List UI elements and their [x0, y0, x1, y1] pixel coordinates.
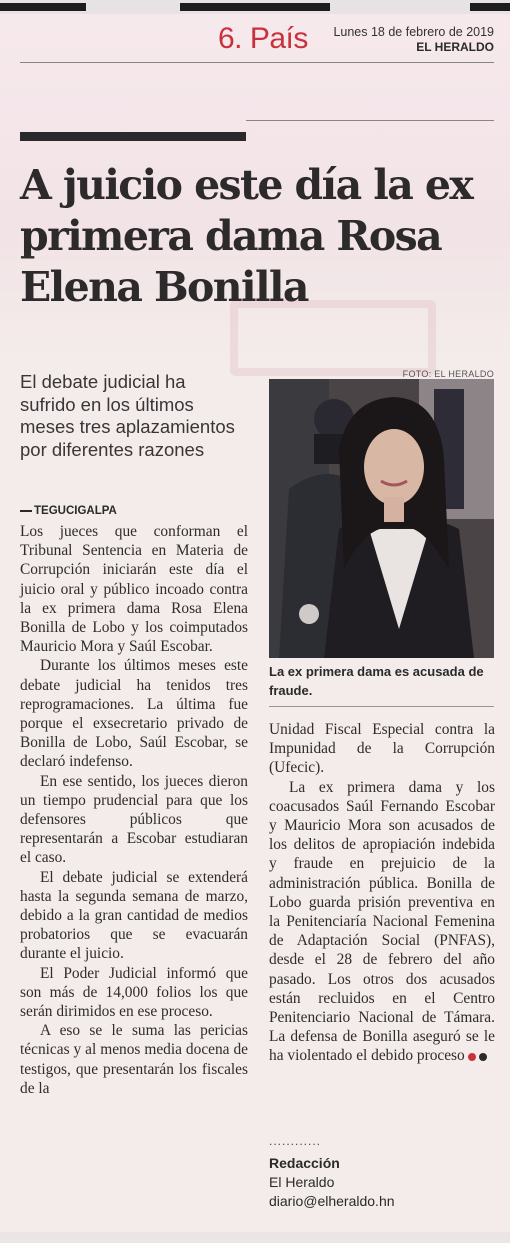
- author-organization: El Heraldo: [269, 1174, 335, 1190]
- author-name: Redacción: [269, 1155, 340, 1171]
- paragraph: Los jueces que conforman el Tribunal Sentencia en Materia de Corrupción iniciarán este día el juicio oral y público incoado contra la ex primera dama Rosa Elena Bonilla de Lobo y los coimputados Mauricio Mora y Saúl Escobar.: [20, 523, 248, 656]
- section-title: 6. País: [218, 22, 308, 55]
- paragraph: [269, 778, 495, 1066]
- paragraph-text: La ex primera dama y los coacusados Saúl Fernando Escobar y Mauricio Mora son acusados de los delitos de apropiación indebida y fraude en prejuicio de la administración pública. Bonilla de Lobo guarda prisión preventiva en la Penitenciaría Nacional Femenina de Adaptación Social (PNFAS), desde el 28 de febrero del año pasado. Los otros dos acusados están recluidos en el Centro Penitenciario Nacional de Támara. La defensa de Bonilla aseguró se le ha violentado el debido proceso: [269, 778, 495, 1065]
- paragraph: Durante los últimos meses este debate judicial ha tenidos tres reprogramaciones. La última fue porque el exsecretario privado de Bonilla de Lobo, Saúl Escobar, se declaró indefenso.: [20, 657, 248, 771]
- city-dateline: [20, 505, 117, 517]
- scan-edge-mark: [0, 3, 86, 11]
- scan-bottom-edge: [0, 1232, 510, 1243]
- end-mark-red-dot: [468, 1053, 476, 1061]
- scan-top-strip: [0, 0, 510, 14]
- headline-rule-bar: [20, 132, 246, 141]
- byline-signature: [269, 1134, 495, 1211]
- deck-subtitle: El debate judicial ha sufrido en los últimos meses tres aplazamientos por diferentes razones: [20, 371, 235, 460]
- issue-date: Lunes 18 de febrero de 2019: [333, 25, 494, 39]
- paragraph: A eso se le suma las pericias técnicas y al menos media docena de testigos, que presentarán los fiscales de la: [20, 1022, 248, 1097]
- photo-credit: FOTO: EL HERALDO: [402, 369, 494, 379]
- publication-name: EL HERALDO: [416, 40, 494, 54]
- signature-leader: ............: [269, 1134, 322, 1148]
- author-email: diario@elheraldo.hn: [269, 1193, 395, 1209]
- page-dateline: [333, 25, 494, 55]
- scan-edge-mark: [470, 3, 510, 11]
- photo-caption: La ex primera dama es acusada de fraude.: [269, 664, 484, 698]
- paragraph: Unidad Fiscal Especial contra la Impunidad de la Corrupción (Ufecic).: [269, 721, 495, 777]
- body-column-1: [20, 522, 248, 1098]
- photo-illustration: [269, 379, 494, 658]
- city-name: TEGUCIGALPA: [34, 505, 117, 517]
- paragraph: En ese sentido, los jueces dieron un tiempo prudencial para que los defensores públicos que representarán a Escobar estudiaran el caso.: [20, 772, 248, 867]
- dateline-dash: [20, 510, 32, 512]
- header-rule: [20, 62, 494, 63]
- body-column-2: [269, 720, 495, 1066]
- headline: A juicio este día la ex primera dama Rosa Elena Bonilla: [20, 161, 473, 311]
- caption-rule: [269, 706, 494, 707]
- paragraph: El Poder Judicial informó que son más de 14,000 folios los que serán dirimidos en ese proceso.: [20, 964, 248, 1021]
- news-photo: [269, 379, 494, 658]
- end-mark-black-dot: [479, 1053, 487, 1061]
- headline-rule-thin: [246, 120, 494, 121]
- paragraph: El debate judicial se extenderá hasta la segunda semana de marzo, debido a la gran cantidad de medios probatorios que se evacuarán durante el juicio.: [20, 868, 248, 963]
- scan-edge-mark: [180, 3, 330, 11]
